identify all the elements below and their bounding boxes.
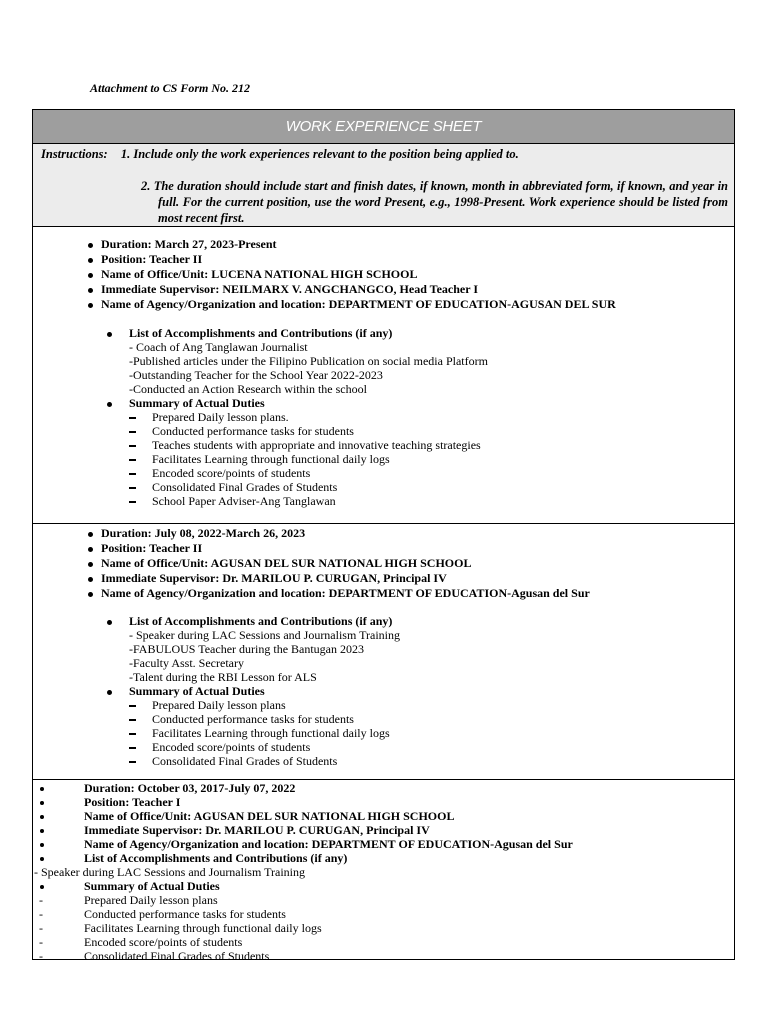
- instruction-2: [141, 178, 728, 226]
- accomplishments-heading: List of Accomplishments and Contributions (if any): [84, 851, 348, 865]
- bullet-icon: [88, 592, 93, 597]
- dash-icon: -: [39, 893, 43, 907]
- duties-heading: Summary of Actual Duties: [129, 396, 265, 410]
- duty-item: Prepared Daily lesson plans.: [152, 410, 289, 424]
- accomplishment-item: -Outstanding Teacher for the School Year 2022-2023: [129, 368, 383, 382]
- work-entry-2: [33, 524, 734, 780]
- dash-icon: [129, 487, 136, 489]
- bullet-icon: [107, 402, 112, 407]
- instruction-1: [41, 147, 519, 162]
- dash-icon: [129, 459, 136, 461]
- duties-heading: Summary of Actual Duties: [84, 879, 220, 893]
- duty-item: Consolidated Final Grades of Students: [152, 754, 338, 768]
- accomplishment-item: - Coach of Ang Tanglawan Journalist: [129, 340, 308, 354]
- accomplishment-item: -Faculty Asst. Secretary: [129, 656, 244, 670]
- bullet-icon: [40, 885, 44, 889]
- attachment-note: Attachment to CS Form No. 212: [90, 81, 251, 95]
- bullet-icon: [107, 690, 112, 695]
- duties-heading: Summary of Actual Duties: [129, 684, 265, 698]
- duty-item: School Paper Adviser-Ang Tanglawan: [152, 494, 336, 508]
- entry-duration: Duration: March 27, 2023-Present: [101, 237, 277, 251]
- duty-item: Conducted performance tasks for students: [84, 907, 286, 921]
- bullet-icon: [88, 577, 93, 582]
- duty-item: Teaches students with appropriate and innovative teaching strategies: [152, 438, 481, 452]
- bullet-icon: [88, 303, 93, 308]
- instructions-block: [33, 144, 734, 227]
- accomplishment-item: -Talent during the RBI Lesson for ALS: [129, 670, 317, 684]
- accomplishment-item: - Speaker during LAC Sessions and Journalism Training: [34, 865, 305, 879]
- duty-item: Consolidated Final Grades of Students: [84, 949, 270, 963]
- entry-office: Name of Office/Unit: LUCENA NATIONAL HIGH SCHOOL: [101, 267, 418, 281]
- duty-item: Facilitates Learning through functional daily logs: [84, 921, 322, 935]
- bullet-icon: [107, 332, 112, 337]
- duty-item: Prepared Daily lesson plans: [84, 893, 218, 907]
- duty-item: Facilitates Learning through functional daily logs: [152, 726, 390, 740]
- sheet-title: WORK EXPERIENCE SHEET: [33, 110, 734, 144]
- bullet-icon: [88, 258, 93, 263]
- dash-icon: [129, 719, 136, 721]
- entry-agency: Name of Agency/Organization and location: DEPARTMENT OF EDUCATION-AGUSAN DEL SUR: [101, 297, 616, 311]
- entry-office: Name of Office/Unit: AGUSAN DEL SUR NATIONAL HIGH SCHOOL: [101, 556, 472, 570]
- bullet-icon: [40, 843, 44, 847]
- instruction-2-text: 2. The duration should include start and finish dates, if known, month in abbreviated form, if known, and year in full. For the current position, use the word Present, e.g., 1998-Present. Work experience should be listed from most recent first.: [141, 179, 728, 225]
- dash-icon: [129, 705, 136, 707]
- duty-item: Conducted performance tasks for students: [152, 712, 354, 726]
- entry-supervisor: Immediate Supervisor: Dr. MARILOU P. CURUGAN, Principal IV: [84, 823, 430, 837]
- accomplishments-heading: List of Accomplishments and Contributions (if any): [129, 614, 393, 628]
- work-entry-1: [33, 227, 734, 524]
- entry-duration: Duration: July 08, 2022-March 26, 2023: [101, 526, 306, 540]
- bullet-icon: [88, 562, 93, 567]
- dash-icon: [129, 733, 136, 735]
- dash-icon: [129, 747, 136, 749]
- entry-supervisor: Immediate Supervisor: NEILMARX V. ANGCHANGCO, Head Teacher I: [101, 282, 479, 296]
- work-entry-3: [33, 780, 734, 963]
- dash-icon: [129, 473, 136, 475]
- entry-position: Position: Teacher I: [84, 795, 181, 809]
- bullet-icon: [88, 243, 93, 248]
- duty-item: Prepared Daily lesson plans: [152, 698, 286, 712]
- bullet-icon: [88, 532, 93, 537]
- instruction-1-text: 1. Include only the work experiences relevant to the position being applied to.: [120, 147, 519, 161]
- dash-icon: [129, 431, 136, 433]
- bullet-icon: [40, 787, 44, 791]
- dash-icon: -: [39, 935, 43, 949]
- bullet-icon: [40, 815, 44, 819]
- accomplishment-item: -Conducted an Action Research within the school: [129, 382, 367, 396]
- bullet-icon: [40, 801, 44, 805]
- entry-position: Position: Teacher II: [101, 252, 203, 266]
- bullet-icon: [40, 829, 44, 833]
- accomplishment-item: - Speaker during LAC Sessions and Journalism Training: [129, 628, 400, 642]
- duty-item: Encoded score/points of students: [84, 935, 243, 949]
- dash-icon: [129, 501, 136, 503]
- duty-item: Conducted performance tasks for students: [152, 424, 354, 438]
- entry-duration: Duration: October 03, 2017-July 07, 2022: [84, 781, 296, 795]
- bullet-icon: [88, 273, 93, 278]
- bullet-icon: [40, 857, 44, 861]
- entry-position: Position: Teacher II: [101, 541, 203, 555]
- entry-supervisor: Immediate Supervisor: Dr. MARILOU P. CURUGAN, Principal IV: [101, 571, 447, 585]
- accomplishments-heading: List of Accomplishments and Contributions (if any): [129, 326, 393, 340]
- bullet-icon: [88, 547, 93, 552]
- bullet-icon: [88, 288, 93, 293]
- dash-icon: [129, 761, 136, 763]
- duty-item: Encoded score/points of students: [152, 466, 311, 480]
- duty-item: Consolidated Final Grades of Students: [152, 480, 338, 494]
- dash-icon: -: [39, 921, 43, 935]
- entry-agency: Name of Agency/Organization and location: DEPARTMENT OF EDUCATION-Agusan del Sur: [84, 837, 573, 851]
- entry-office: Name of Office/Unit: AGUSAN DEL SUR NATIONAL HIGH SCHOOL: [84, 809, 455, 823]
- dash-icon: [129, 445, 136, 447]
- dash-icon: -: [39, 907, 43, 921]
- duty-item: Encoded score/points of students: [152, 740, 311, 754]
- accomplishment-item: -Published articles under the Filipino Publication on social media Platform: [129, 354, 488, 368]
- dash-icon: -: [39, 949, 43, 963]
- duty-item: Facilitates Learning through functional daily logs: [152, 452, 390, 466]
- dash-icon: [129, 417, 136, 419]
- accomplishment-item: -FABULOUS Teacher during the Bantugan 2023: [129, 642, 365, 656]
- bullet-icon: [107, 620, 112, 625]
- instructions-label: Instructions:: [41, 147, 108, 161]
- work-experience-sheet: [32, 109, 735, 963]
- entry-agency: Name of Agency/Organization and location: DEPARTMENT OF EDUCATION-Agusan del Sur: [101, 586, 590, 600]
